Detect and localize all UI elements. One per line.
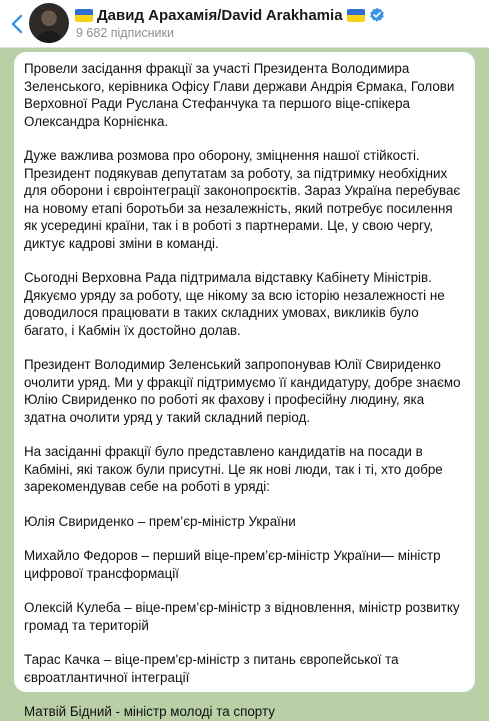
ukraine-flag-icon	[75, 9, 93, 22]
ukraine-flag-icon	[347, 9, 365, 22]
message-paragraph: Дуже важлива розмова про оборону, зміцнення нашої стійкості. Президент подякував депутатам за роботу, за підтримку необхідних для оборони і євроінтеграції законопроєктів. Зараз Україна перебуває на новому етапі боротьби за незалежність, який потребує посилення як усередині країни, так і в роботі з партнерами. Це, у свою чергу, диктує кадрові зміни в команді.	[24, 148, 461, 251]
channel-name: Давид Арахамія/David Arakhamia	[97, 6, 343, 24]
message-bubble	[14, 52, 475, 719]
back-button[interactable]	[6, 11, 28, 37]
chevron-left-icon	[11, 14, 23, 34]
message-paragraph: Матвій Бідний - міністр молоді та спорту	[24, 704, 275, 719]
message-paragraph: Михайло Федоров – перший віце-прем’єр-міністр України— міністр цифрової трансформації	[24, 548, 441, 581]
message-paragraph: Олексій Кулеба – віце-прем’єр-міністр з відновлення, міністр розвитку громад та територій	[24, 600, 460, 633]
verified-badge-icon	[369, 7, 385, 23]
channel-avatar[interactable]	[29, 3, 69, 43]
subscriber-count: 9 682 підписники	[76, 26, 174, 40]
message-paragraph: Юлія Свириденко – прем’єр-міністр України	[24, 513, 296, 529]
message-paragraph: Провели засідання фракції за участі Президента Володимира Зеленського, керівника Офісу Глави держави Андрія Єрмака, Голови Верховної Ради Руслана Стефанчука та першого віце-спікера Олександра Корнієнка.	[24, 61, 455, 129]
message-paragraph: Тарас Качка – віце-прем'єр-міністр з питань європейської та євроатлантичної інтеграції	[24, 652, 399, 685]
channel-header	[0, 0, 489, 48]
message-paragraph: Сьогодні Верховна Рада підтримала відставку Кабінету Міністрів. Дякуємо уряду за роботу, ще нікому за всю історію незалежності не доводилося працювати в таких складних умовах, викликів було багато, і Кабмін їх достойно долав.	[24, 270, 445, 338]
channel-title-row[interactable]	[75, 5, 385, 25]
message-paragraph: На засіданні фракції було представлено кандидатів на посади в Кабміні, які також були присутні. Це як нові люди, так і ті, хто добре зарекомендував себе на роботі в уряді:	[24, 444, 443, 494]
message-paragraph: Президент Володимир Зеленський запропонував Юлії Свириденко очолити уряд. Ми у фракції підтримуємо її кандидатуру, добре знаємо Юлію Свириденко по роботі як фахову і професійну людину, яка здатна очолити уряд у такий складний період.	[24, 357, 461, 425]
